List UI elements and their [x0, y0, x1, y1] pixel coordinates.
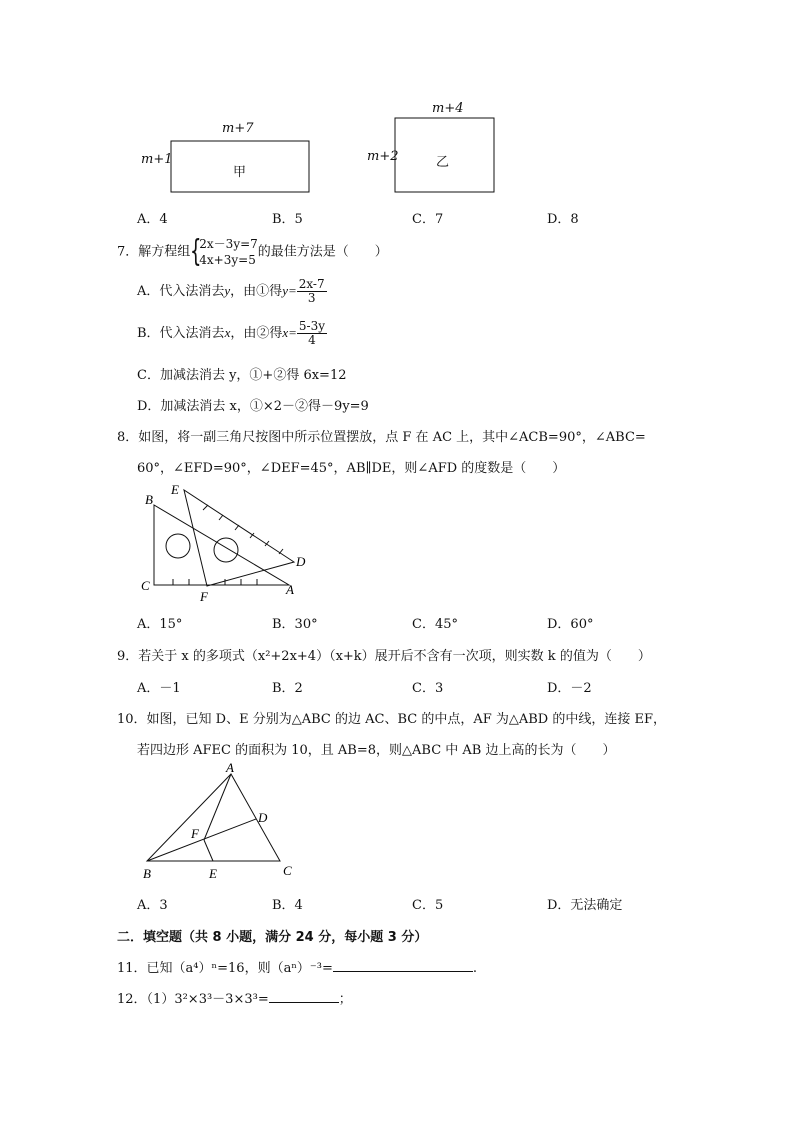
segment-bd: [147, 819, 256, 861]
label-f-q10: F: [191, 826, 199, 841]
q8-option-a[interactable]: A．15°: [137, 617, 183, 632]
rect-yi-center-label: 乙: [436, 155, 450, 170]
q8-stem-line1: 8．如图，将一副三角尺按图中所示位置摆放，点 F 在 AC 上，其中∠ACB=90°，∠ABC=: [117, 430, 646, 445]
label-e-q10: E: [209, 866, 217, 881]
rect-jia-top-label: m+7: [222, 121, 254, 136]
label-d-q10: D: [258, 810, 268, 825]
q9-option-c[interactable]: C．3: [412, 681, 444, 696]
q12-end: ；: [338, 992, 352, 1007]
rect-yi-top-label: m+4: [432, 101, 464, 116]
label-b-q10: B: [143, 866, 151, 881]
q9-stem: 9．若关于 x 的多项式（x²+2x+4）（x+k）展开后不含有一次项，则实数 k 的值为（ ）: [117, 649, 651, 664]
label-a-q10: A: [226, 762, 234, 775]
q8-option-d[interactable]: D．60°: [547, 617, 594, 632]
section2-title: 二．填空题（共 8 小题，满分 24 分，每小题 3 分）: [117, 930, 428, 945]
q10-stem-line2: 若四边形 AFEC 的面积为 10，且 AB=8，则△ABC 中 AB 边上高的长为（ ）: [137, 743, 616, 758]
label-f: F: [200, 589, 208, 604]
q7-stem: [117, 236, 388, 268]
q11-end: .: [472, 961, 478, 976]
q6-option-a[interactable]: A．4: [137, 212, 168, 227]
q6-option-b[interactable]: B．5: [272, 212, 303, 227]
q7-equation-system: { 2x－3y=7 4x+3y=5: [190, 234, 258, 269]
q7-eq2: 4x+3y=5: [199, 253, 256, 267]
q6-option-d[interactable]: D．8: [547, 212, 579, 227]
q8-triangle-figure: [135, 480, 315, 605]
q11-line: [117, 957, 477, 976]
q7-option-a[interactable]: A．代入法消去y，由①得y= $\frac{2x-7}{3}$: [137, 277, 325, 305]
q10-option-a[interactable]: A．3: [137, 898, 168, 913]
q10-stem-line1: 10．如图，已知 D、E 分别为△ABC 的边 AC、BC 的中点，AF 为△ABD 的中线，连接 EF，: [117, 712, 666, 727]
q8-option-b[interactable]: B．30°: [272, 617, 318, 632]
q12-answer-blank[interactable]: [269, 990, 339, 1003]
q12-line: [117, 988, 352, 1007]
q10-option-c[interactable]: C．5: [412, 898, 444, 913]
q7-eq1: 2x－3y=7: [199, 237, 258, 251]
q8-stem-line2: 60°，∠EFD=90°，∠DEF=45°，AB∥DE，则∠AFD 的度数是（ ）: [137, 461, 566, 476]
label-b: B: [145, 492, 153, 507]
label-d: D: [296, 554, 306, 569]
q7-option-d[interactable]: D．加减法消去 x，①×2－②得－9y=9: [137, 399, 369, 414]
q10-option-d[interactable]: D．无法确定: [547, 898, 623, 913]
q10-triangle-figure: [135, 762, 300, 882]
label-e: E: [171, 482, 179, 497]
rect-yi-side-label: m+2: [367, 149, 399, 164]
segment-fe: [204, 840, 213, 861]
q7-option-c[interactable]: C．加减法消去 y，①+②得 6x=12: [137, 368, 347, 383]
q7-prefix: 7．解方程组: [117, 244, 191, 260]
rect-jia-side-label: m+1: [141, 152, 173, 167]
q9-option-b[interactable]: B．2: [272, 681, 303, 696]
label-c: C: [141, 578, 150, 593]
q9-option-a[interactable]: A．－1: [137, 681, 181, 696]
q11-answer-blank[interactable]: [333, 959, 473, 972]
rect-jia-center-label: 甲: [233, 165, 247, 180]
label-c-q10: C: [283, 863, 292, 878]
triangle-efd: [184, 490, 294, 586]
q12-text: 12．（1）3²×3³－3×3³=: [117, 992, 269, 1007]
q9-option-d[interactable]: D．－2: [547, 681, 592, 696]
q10-option-b[interactable]: B．4: [272, 898, 303, 913]
q7-suffix: 的最佳方法是（ ）: [257, 244, 388, 260]
q11-text: 11．已知（a⁴）ⁿ=16，则（aⁿ）⁻³=: [117, 961, 333, 976]
q6-option-c[interactable]: C．7: [412, 212, 444, 227]
hole-efd: [214, 538, 238, 562]
hole-abc: [166, 534, 190, 558]
q7-option-b[interactable]: B．代入法消去x，由②得x= $\frac{5-3y}{4}$: [137, 319, 326, 347]
label-a: A: [286, 582, 294, 597]
q8-option-c[interactable]: C．45°: [412, 617, 458, 632]
